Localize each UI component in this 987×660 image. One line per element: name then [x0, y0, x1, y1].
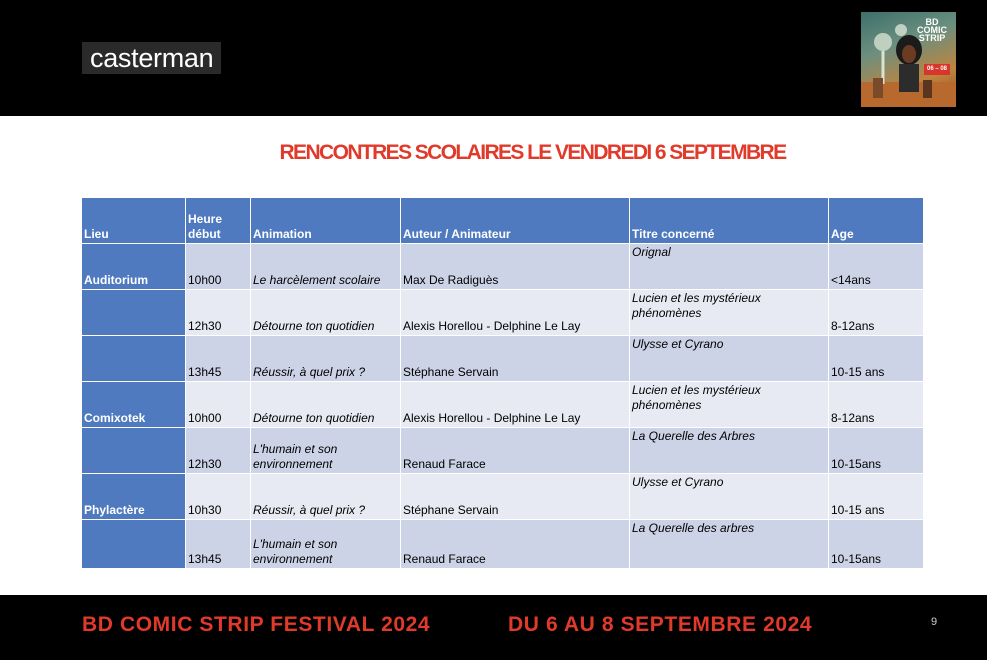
poster-title: BD COMIC STRIP [917, 17, 947, 43]
poster-dates: 06 – 08 [924, 64, 950, 75]
festival-poster-image [861, 12, 956, 107]
cell-heure: 12h30 [186, 290, 251, 336]
table-row [82, 428, 924, 474]
cell-age: 8-12ans [829, 382, 924, 428]
footer-dates: DU 6 AU 8 SEPTEMBRE 2024 [508, 613, 813, 636]
cell-age: <14ans [829, 244, 924, 290]
column-header-animation: Animation [251, 198, 401, 244]
cell-age: 10-15 ans [829, 474, 924, 520]
table-header-row [82, 198, 924, 244]
footer-festival-name: BD COMIC STRIP FESTIVAL 2024 [82, 613, 431, 636]
cell-titre: Ulysse et Cyrano [630, 336, 829, 382]
cell-animation: Détourne ton quotidien [251, 290, 401, 336]
cell-titre: Orignal [630, 244, 829, 290]
page-number: 9 [931, 616, 938, 628]
cell-heure: 13h45 [186, 520, 251, 569]
cell-age: 10-15ans [829, 428, 924, 474]
cell-auteur: Alexis Horellou - Delphine Le Lay [401, 290, 630, 336]
cell-titre: La Querelle des arbres [630, 520, 829, 569]
page-title: RENCONTRES SCOLAIRES LE VENDREDI 6 SEPTEMBRE [279, 141, 786, 164]
cell-titre: Lucien et les mystérieux phénomènes [630, 290, 829, 336]
column-header-heure: Heure début [186, 198, 251, 244]
cell-heure: 10h00 [186, 244, 251, 290]
cell-age: 10-15 ans [829, 336, 924, 382]
cell-auteur: Stéphane Servain [401, 474, 630, 520]
cell-heure: 10h30 [186, 474, 251, 520]
cell-animation: L'humain et son environnement [251, 520, 401, 569]
cell-animation: L'humain et son environnement [251, 428, 401, 474]
cell-heure: 13h45 [186, 336, 251, 382]
table-row [82, 520, 924, 569]
cell-lieu: Auditorium [82, 244, 186, 290]
cell-titre: Lucien et les mystérieux phénomènes [630, 382, 829, 428]
cell-auteur: Max De Radiguès [401, 244, 630, 290]
cell-lieu: Comixotek [82, 382, 186, 428]
cell-auteur: Alexis Horellou - Delphine Le Lay [401, 382, 630, 428]
column-header-titre: Titre concerné [630, 198, 829, 244]
cell-lieu [82, 336, 186, 382]
cell-lieu [82, 428, 186, 474]
cell-age: 8-12ans [829, 290, 924, 336]
column-header-lieu: Lieu [82, 198, 186, 244]
cell-heure: 10h00 [186, 382, 251, 428]
cell-auteur: Renaud Farace [401, 428, 630, 474]
cell-animation: Réussir, à quel prix ? [251, 474, 401, 520]
schedule-table [81, 197, 924, 569]
column-header-age: Age [829, 198, 924, 244]
cell-auteur: Renaud Farace [401, 520, 630, 569]
cell-lieu: Phylactère [82, 474, 186, 520]
table-row [82, 474, 924, 520]
table-row [82, 290, 924, 336]
column-header-auteur: Auteur / Animateur [401, 198, 630, 244]
cell-animation: Détourne ton quotidien [251, 382, 401, 428]
table-row [82, 244, 924, 290]
cell-heure: 12h30 [186, 428, 251, 474]
table-row [82, 382, 924, 428]
cell-titre: Ulysse et Cyrano [630, 474, 829, 520]
casterman-logo: casterman [82, 42, 221, 74]
cell-age: 10-15ans [829, 520, 924, 569]
cell-lieu [82, 290, 186, 336]
table-row [82, 336, 924, 382]
cell-auteur: Stéphane Servain [401, 336, 630, 382]
cell-titre: La Querelle des Arbres [630, 428, 829, 474]
cell-lieu [82, 520, 186, 569]
cell-animation: Le harcèlement scolaire [251, 244, 401, 290]
cell-animation: Réussir, à quel prix ? [251, 336, 401, 382]
